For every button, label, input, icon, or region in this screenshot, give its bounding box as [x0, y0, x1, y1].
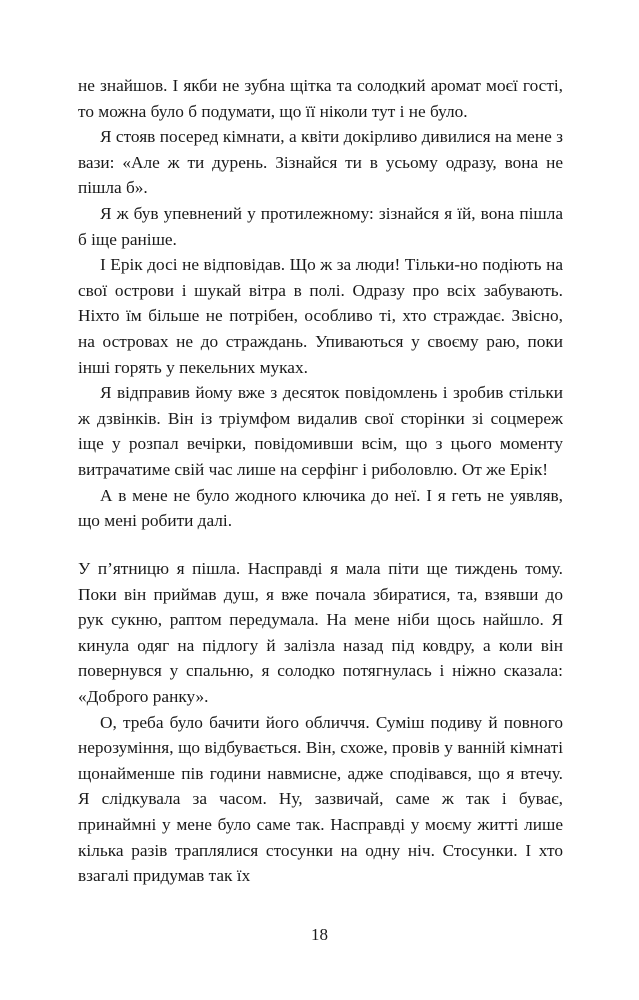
- paragraph: Я стояв посеред кімнати, а квіти докірливо дивилися на мене з вази: «Але ж ти дурень. Зізнайся ти в усьому одразу, вона не пішла б».: [78, 127, 563, 198]
- paragraph: А в мене не було жодного ключика до неї. І я геть не уявляв, що мені робити далі.: [78, 485, 563, 531]
- page-number: 18: [311, 925, 328, 944]
- paragraph: Я ж був упевнений у протилежному: зізнайся я їй, вона пішла б іще раніше.: [78, 203, 563, 249]
- paragraph: У п’ятницю я пішла. Насправді я мала піти ще тиждень тому. Поки він приймав душ, я вже почала збиратися, та, взявши до рук сукню, раптом передумала. На мене ніби щось найшло. Я кинула одяг на підлогу й залізла назад під ковдру, а коли він повернувся у спальню, я солодко потягнулась і ніжно сказала: «Доброго ранку».: [78, 559, 563, 706]
- paragraph: не знайшов. І якби не зубна щітка та солодкий аромат моєї гості, то можна було б подумати, що її ніколи тут і не було.: [78, 76, 563, 121]
- text-section-one: [78, 73, 563, 534]
- paragraph: І Ерік досі не відповідав. Що ж за люди! Тільки-но подіють на свої острови і шукай вітра в полі. Одразу про всіх забувають. Ніхто їм більше не потрібен, особливо ті, хто страждає. Звісно, на островах не до страждань. Упиваються у своєму раю, поки інші горять у пекельних муках.: [78, 255, 563, 377]
- paragraph: О, треба було бачити його обличчя. Суміш подиву й повного нерозуміння, що відбувається. Він, схоже, провів у ванній кімнаті щонайменше пів години навмисне, адже сподівався, що я втечу. Я слідкувала за часом. Ну, зазвичай, саме ж так і буває, принаймні у мене було саме так. Насправді у моєму житті лише кілька разів траплялися стосунки на одну ніч. Стосунки. І хто взагалі придумав так їх: [78, 712, 563, 886]
- paragraph: Я відправив йому вже з десяток повідомлень і зробив стільки ж дзвінків. Він із тріумфом видалив свої сторінки зі соцмереж іще у розпал вечірки, повідомивши всім, що з цього моменту витрачатиме свій час лише на серфінг і риболовлю. От же Ерік!: [78, 383, 563, 479]
- text-section-two: [78, 556, 563, 889]
